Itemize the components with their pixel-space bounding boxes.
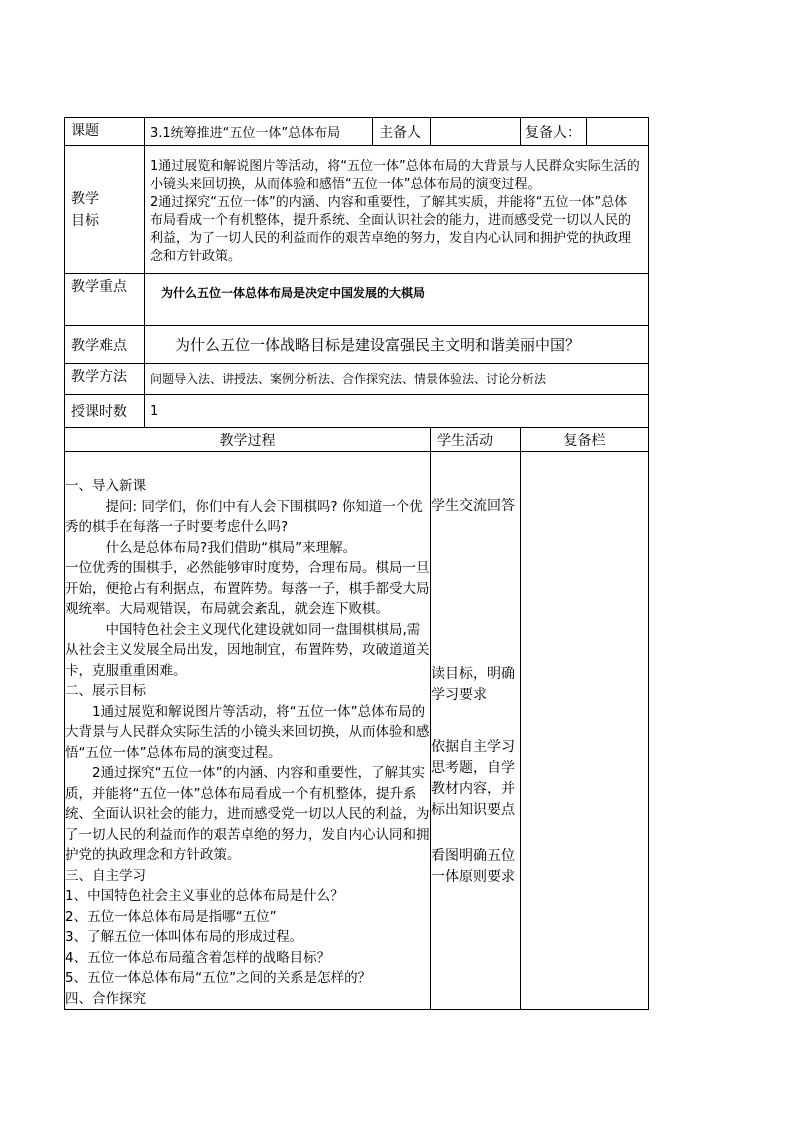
method-value: 问题导入法、讲授法、案例分析法、合作探究法、情景体验法、讨论分析法 <box>145 364 649 395</box>
review-content <box>521 452 649 1010</box>
self-study-question-1: 1、中国特色社会主义事业的总体布局是什么？ <box>65 888 344 904</box>
intro-question: 提问: 同学们，你们中有人会下围棋吗? 你知道一个优秀的棋手在每落一子时要考虑什么吗? <box>65 498 423 535</box>
key-point-row <box>65 274 649 326</box>
method-label: 教学方法 <box>65 364 145 395</box>
intro-go-player: 一位优秀的围棋手，必然能够审时度势，合理布局。棋局一旦开始，便抢占有利据点，布置阵势。每落一子，棋手都受大局观统率。大局观错误，布局就会紊乱，就会连下败棋。 <box>65 560 430 617</box>
method-row <box>65 364 649 395</box>
student-activity-4: 看图明确五位一体原则要求 <box>431 848 515 885</box>
hours-row <box>65 395 649 428</box>
goals-label <box>65 146 145 274</box>
key-point-value: 为什么五位一体总体布局是决定中国发展的大棋局 <box>145 274 649 326</box>
goals-content <box>145 146 649 274</box>
process-goal-2: 2通过探究“五位一体”的内涵、内容和重要性，了解其实质，并能将“五位一体”总体布局看成一个有机整体，提升系统、全面认识社会的能力，进而感受党一切以人民的利益，为了一切人民的利益而作的艰苦卓绝的努力，发自内心认同和拥护党的执政理念和方针政策。 <box>65 765 430 863</box>
process-content <box>65 452 431 1010</box>
goals-label-line1: 教学 <box>71 190 99 207</box>
self-study-question-5: 5、五位一体总体布局“五位”之间的关系是怎样的？ <box>65 970 372 986</box>
review-value <box>587 118 649 146</box>
goals-label-line2: 目标 <box>71 212 99 229</box>
goal-item-2: 2通过探究“五位一体”的内涵、内容和重要性，了解其实质，并能将“五位一体”总体布局看成一个有机整体，提升系统、全面认识社会的能力，进而感受党一切以人民的利益，为了一切人民的利益而作的艰苦卓绝的努力，发自内心认同和拥护党的执政理念和方针政策。 <box>150 195 632 264</box>
student-activity-content <box>431 452 521 1010</box>
student-activity-2: 读目标，明确学习要求 <box>431 666 515 703</box>
topic-value: 3.1统筹推进“五位一体”总体布局 <box>145 118 373 146</box>
process-body-row <box>65 452 649 1010</box>
self-study-question-2: 2、五位一体总体布局是指哪“五位” <box>65 908 277 925</box>
section-goals-title: 二、展示目标 <box>65 683 146 699</box>
self-study-question-3: 3、了解五位一体叫体布局的形成过程。 <box>65 929 304 945</box>
intro-layout-question: 什么是总体布局?我们借助“棋局”来理解。 <box>105 539 357 556</box>
goal-item-1: 1通过展览和解说图片等活动，将“五位一体”总体布局的大背景与人民群众实际生活的小镜头来回切换，从而体验和感悟“五位一体”总体布局的演变过程。 <box>150 159 640 192</box>
student-column-header: 学生活动 <box>431 428 521 452</box>
review-column-header: 复备栏 <box>521 428 649 452</box>
difficulty-value: 为什么五位一体战略目标是建设富强民主文明和谐美丽中国？ <box>145 326 649 364</box>
student-activity-1: 学生交流回答 <box>431 498 515 514</box>
section-intro-title: 一、导入新课 <box>65 478 146 494</box>
lesson-plan-table <box>64 117 649 1010</box>
student-activity-3: 依据自主学习思考题，自学教材内容，并标出知识要点 <box>431 739 515 818</box>
section-cooperation-title: 四、合作探究 <box>65 990 146 1007</box>
goals-row <box>65 146 649 274</box>
intro-construction: 中国特色社会主义现代化建设就如同一盘围棋棋局,需从社会主义发展全局出发，因地制宜，布置阵势，攻破道道关卡，克服重重困难。 <box>65 621 430 679</box>
topic-label: 课题 <box>65 118 145 146</box>
process-goal-1: 1通过展览和解说图片等活动，将“五位一体”总体布局的大背景与人民群众实际生活的小镜头来回切换，从而体验和感悟“五位一体”总体布局的演变过程。 <box>65 703 430 761</box>
process-header-row <box>65 428 649 452</box>
hours-value: 1 <box>145 395 649 428</box>
topic-row <box>65 118 649 146</box>
prep-value <box>431 118 521 146</box>
key-point-label: 教学重点 <box>65 274 145 326</box>
hours-label: 授课时数 <box>65 395 145 428</box>
prep-label: 主备人 <box>373 118 431 146</box>
section-self-study-title: 三、自主学习 <box>65 867 146 884</box>
review-label: 复备人： <box>521 118 587 146</box>
difficulty-row <box>65 326 649 364</box>
self-study-question-4: 4、五位一体总布局蕴含着怎样的战略目标？ <box>65 949 331 966</box>
process-column-header: 教学过程 <box>65 428 431 452</box>
difficulty-label: 教学难点 <box>65 326 145 364</box>
